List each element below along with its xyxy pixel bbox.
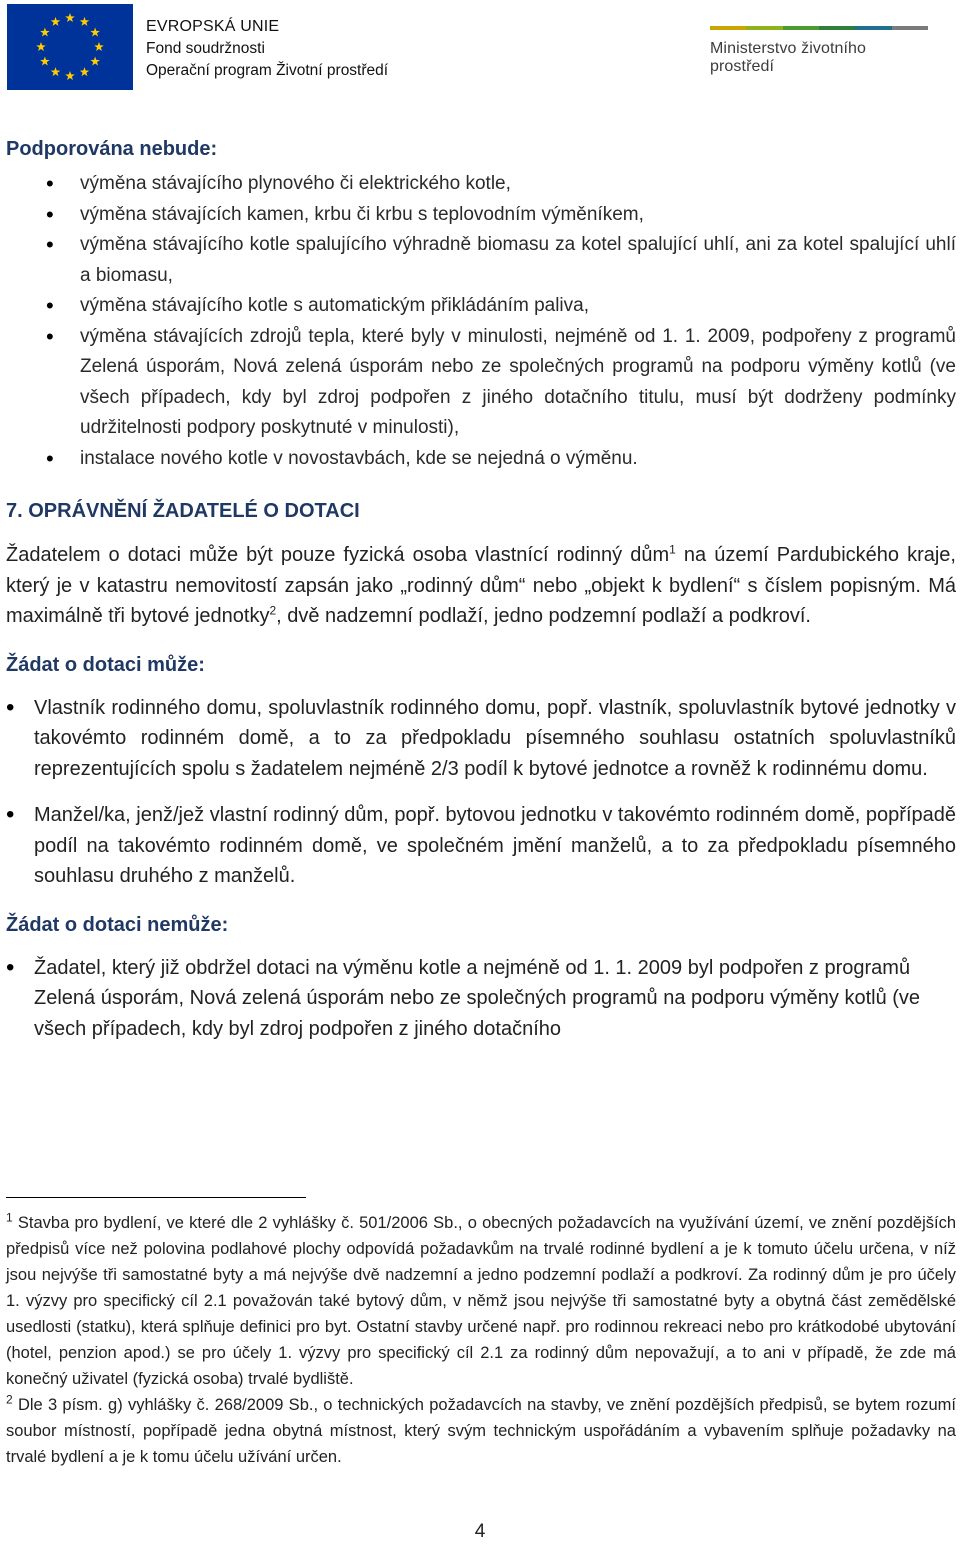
list-item: • Manžel/ka, jenž/jež vlastní rodinný dům, popř. bytovou jednotku v takovémto rodinném domě, popřípadě podíl na takovémto rodinném domě, ve společném jmění manželů, a to za předpokladu písemného souhlasu druhého z manželů.	[6, 800, 956, 892]
footnote-ref-1: 1	[669, 542, 676, 557]
footnote-1-mark: 1	[6, 1210, 13, 1225]
cannot-apply-list	[6, 953, 956, 1045]
not-supported-list	[6, 169, 956, 474]
ministry-color-bar	[710, 26, 928, 30]
page-number: 4	[474, 1521, 486, 1542]
footnote-1	[6, 1210, 956, 1392]
eu-fund-label	[146, 16, 388, 82]
para-part-b: na území Pardubického kraje, který je v katastru nemovitostí zapsán jako „rodinný dům“ nebo „objekt k bydlení“ s číslem popisným. Má maximálně tři bytové jednotky	[6, 544, 956, 627]
list-item: • Žadatel, který již obdržel dotaci na výměnu kotle a nejméně od 1. 1. 2009 byl podpořen z programů Zelená úsporám, Nová zelená úsporám nebo ze společných programů na podporu výměny kotlů (ve všech případech, kdy byl zdroj podpořen z jiného dotačního	[6, 953, 956, 1045]
footnote-2-text: Dle 3 písm. g) vyhlášky č. 268/2009 Sb., o technických požadavcích na stavby, ve znění pozdějších předpisů, se bytem rozumí soubor místností, popřípadě jedna obytná místnost, který svým technickým uspořádáním a vybavením splňuje požadavky na trvalé bydlení a je k tomu účelu užívání určen.	[6, 1396, 956, 1466]
eu-line1: EVROPSKÁ UNIE	[146, 18, 280, 35]
eu-flag-icon	[7, 4, 133, 90]
can-apply-title: Žádat o dotaci může:	[6, 653, 205, 676]
ministry-logo	[710, 26, 930, 76]
list-item: • výměna stávajícího kotle spalujícího výhradně biomasu za kotel spalující uhlí, ani za kotel spalující uhlí a biomasu,	[6, 230, 956, 291]
section-7-title: 7. OPRÁVNĚNÍ ŽADATELÉ O DOTACI	[6, 500, 360, 522]
eu-line3: Operační program Životní prostředí	[146, 62, 389, 79]
para-part-c: , dvě nadzemní podlaží, jedno podzemní podlaží a podkroví.	[276, 605, 811, 627]
page-header	[0, 0, 960, 100]
list-item: • výměna stávajícího plynového či elektrického kotle,	[6, 169, 956, 200]
footnote-1-text: Stavba pro bydlení, ve které dle 2 vyhlášky č. 501/2006 Sb., o obecných požadavcích na využívání území, ve znění pozdějších předpisů více než polovina podlahové plochy odpovídá požadavkům na trvalé rodinné bydlení a je k tomuto účelu určena, v níž jsou nejvýše tři samostatné byty a má nejvýše dvě nadzemní a jedno podzemní podlaží a podkroví. Za rodinný dům je pro účely 1. výzvy pro specifický cíl 2.1 považován také bytový dům, v němž jsou nejvýše tři samostatné byty a obytná část zemědělské usedlosti (statku), která splňuje definici pro byt. Ostatní stavby určené např. pro rodinnou rekreaci nebo pro krátkodobé ubytování (hotel, penzion apod.) se pro účely 1. výzvy pro specifický cíl 2.1 za rodinný dům nepovažují, a to ani v případě, že zde má konečný uživatel (fyzická osoba) trvalé bydliště.	[6, 1214, 956, 1388]
eu-line2: Fond soudržnosti	[146, 40, 265, 57]
footnote-2-mark: 2	[6, 1392, 13, 1407]
cannot-apply-title: Žádat o dotaci nemůže:	[6, 913, 229, 936]
main-content	[6, 138, 956, 1044]
can-apply-list	[6, 693, 956, 892]
footnotes	[6, 1210, 956, 1470]
not-supported-title: Podporována nebude:	[6, 138, 218, 160]
ministry-name: Ministerstvo životního prostředí	[710, 40, 867, 75]
para-part-a: Žadatelem o dotaci může být pouze fyzická osoba vlastnící rodinný dům	[6, 544, 670, 566]
list-item: • instalace nového kotle v novostavbách, kde se nejedná o výměnu.	[6, 444, 956, 475]
eligibility-paragraph	[6, 540, 956, 632]
list-item: • výměna stávajícího kotle s automatickým přikládáním paliva,	[6, 291, 956, 322]
list-item: • Vlastník rodinného domu, spoluvlastník rodinného domu, popř. vlastník, spoluvlastník bytové jednotky v takovémto rodinném domě, a to za předpokladu písemného souhlasu ostatních spoluvlastníků reprezentujících spolu s žadatelem nejméně 2/3 podíl k bytové jednotce a rovněž k rodinnému domu.	[6, 693, 956, 785]
footnote-2	[6, 1392, 956, 1470]
list-item: • výměna stávajících zdrojů tepla, které byly v minulosti, nejméně od 1. 1. 2009, podpořeny z programů Zelená úsporám, Nová zelená úsporám nebo ze společných programů na podporu výměny kotlů (ve všech případech, kdy byl zdroj podpořen z jiného dotačního titulu, musí být dodrženy podmínky udržitelnosti podpory poskytnuté v minulosti),	[6, 322, 956, 444]
footnote-ref-2: 2	[269, 603, 277, 618]
footnote-separator	[6, 1197, 306, 1198]
list-item: • výměna stávajících kamen, krbu či krbu s teplovodním výměníkem,	[6, 200, 956, 231]
